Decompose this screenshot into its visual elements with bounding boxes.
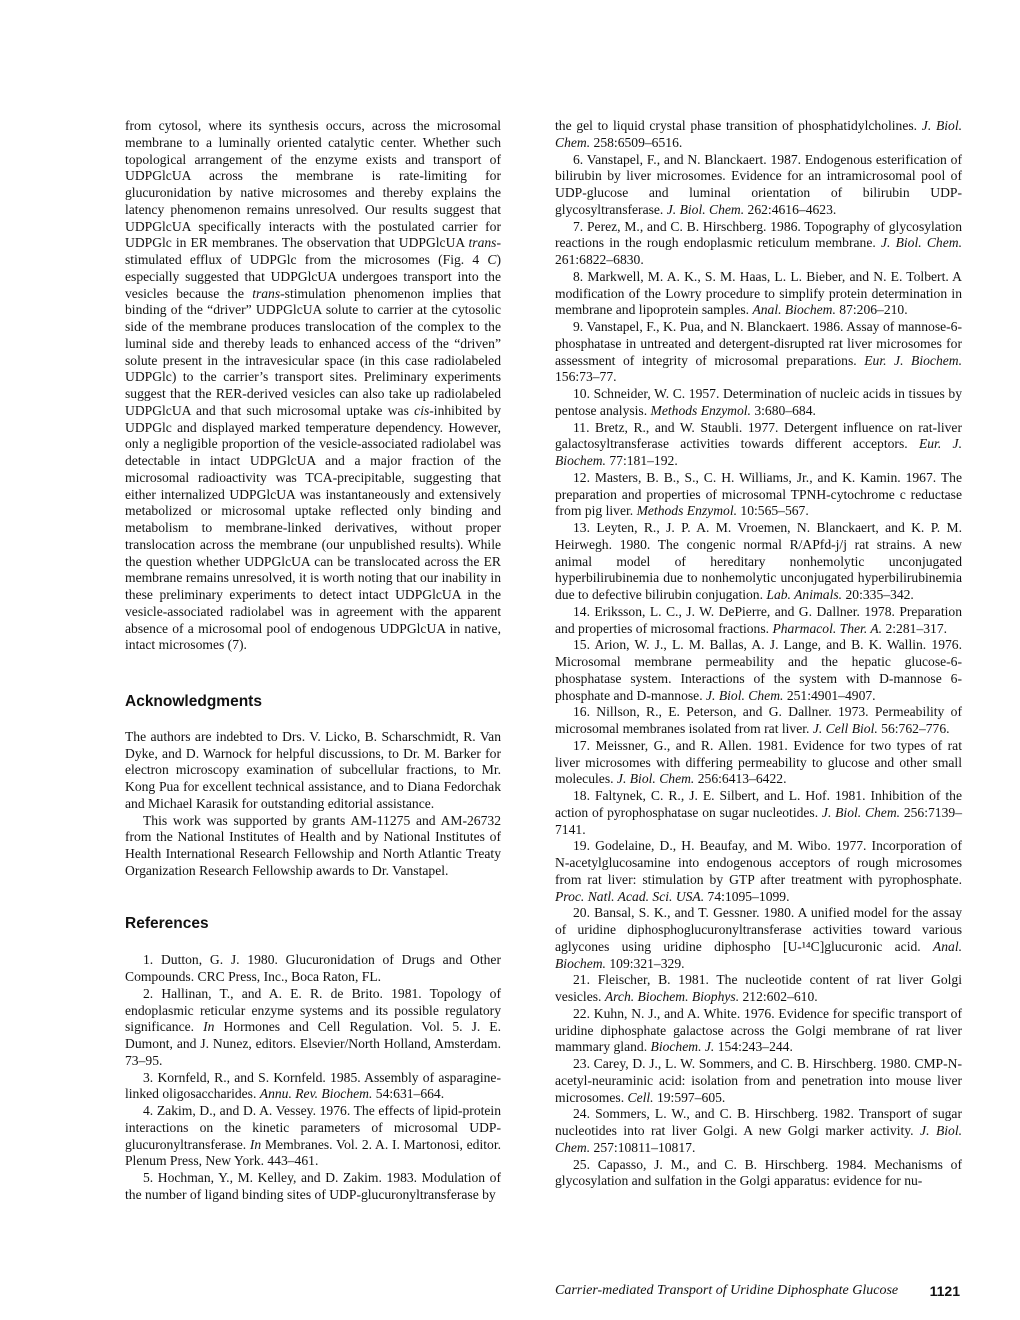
text-run: 10. Schneider, W. C. 1957. Determination of nucleic acids in tissues by pentose analysis.: [555, 386, 962, 418]
reference-item: [555, 520, 962, 604]
text-run: 262:4616–4623.: [744, 201, 837, 217]
text-run: 8. Markwell, M. A. K., S. M. Haas, L. L. Bieber, and N. E. Tolbert. A modification of the Lowry procedure to simplify protein determination in membrane and lipoprotein samples.: [555, 268, 962, 318]
reference-item: [555, 1006, 962, 1056]
text-run: 20. Bansal, S. K., and T. Gessner. 1980. A unified model for the assay of uridine diphosphoglucuronyltransferase activities toward various aglycones using uridine diphospho [U-¹⁴C]glucuronic acid.: [555, 905, 962, 954]
text-run: ) especially suggested that UDPGlcUA undergoes transport into the vesicles because the: [125, 252, 501, 301]
text-run: 19:597–605.: [653, 1089, 726, 1105]
text-run: 22. Kuhn, N. J., and A. White. 1976. Evidence for specific transport of uridine diphosphate galactose across the Golgi membrane of rat liver mammary gland.: [555, 1005, 962, 1055]
text-run: -stimulated efflux of UDPGlc from the microsomes (Fig. 4: [125, 235, 501, 267]
italic-text: Lab. Animals.: [766, 587, 843, 602]
italic-text: J. Biol. Chem.: [616, 771, 695, 787]
reference-item: [555, 972, 962, 1006]
text-run: 3:680–684.: [750, 402, 816, 418]
text-run: 18. Faltynek, C. R., J. E. Silbert, and L. Hof. 1981. Inhibition of the action of pyrophosphatase on sugar nucleotides.: [555, 788, 962, 820]
text-run: 2:281–317.: [882, 620, 948, 636]
italic-text: Annu. Rev. Biochem.: [259, 1086, 373, 1102]
italic-text: In: [249, 1136, 262, 1152]
text-run: 17. Meissner, G., and R. Allen. 1981. Evidence for two types of rat liver microsomes with differing permeability to glucose and other small molecules.: [555, 737, 962, 787]
reference-item: [555, 1056, 962, 1106]
text-run: 14. Eriksson, L. C., J. W. DePierre, and G. Dallner. 1978. Preparation and properties of microsomal fractions.: [555, 603, 962, 636]
reference-item: [125, 1070, 501, 1104]
text-run: -inhibited by UDPGlc and displayed marked temperature dependency. However, only a negligible proportion of the vesicle-associated radiolabel was detectable in intact UDPGlcUA and a major fraction of the microsomal radioactivity was TCA-precipitable, suggesting that either internalized UDPGlcUA was instantaneously and extensively metabolized or microsomal uptake reflected only binding and metabolism to membrane-linked derivatives, without proper translocation across the membrane (our unpublished results). While the question whether UDPGlcUA can be translocated across the ER membrane remains unresolved, it is worth noting that our inability in these preliminary experiments to detect intact UDPGlcUA in the vesicle-associated radiolabel was in agreement with the apparent absence of a microsomal pool of endogenous UDPGlcUA in native, intact microsomes (7).: [125, 402, 501, 653]
reference-item: [555, 152, 962, 219]
paragraph: [125, 729, 501, 813]
acknowledgments-heading: Acknowledgments: [125, 693, 262, 710]
reference-item: [555, 788, 962, 838]
text-run: 54:631–664.: [372, 1086, 445, 1102]
italic-text: J. Cell Biol.: [812, 721, 878, 736]
reference-item: [125, 986, 501, 1070]
reference-item: [555, 604, 962, 638]
italic-text: J. Biol. Chem.: [555, 1123, 962, 1155]
italic-text: Pharmacol. Ther. A.: [772, 620, 883, 636]
reference-continuation: [555, 118, 962, 152]
text-run: 23. Carey, D. J., L. W. Sommers, and C. B. Hirschberg. 1980. CMP-N-acetyl-neuraminic acid: isolation from and penetration into mouse liver microsomes.: [555, 1056, 962, 1105]
reference-item: [555, 905, 962, 972]
body-text: [125, 118, 501, 654]
text-run: 19. Godelaine, D., H. Beaufay, and M. Wibo. 1977. Incorporation of N-acetylglucosamine into endogenous acceptors of rough microsomes from rat liver: stimulation by GTP after treatment with pyrophosphate.: [555, 838, 962, 887]
text-run: 7. Perez, M., and C. B. Hirschberg. 1986. Topography of glycosylation reactions in the rough endoplasmic reticulum membrane.: [555, 218, 962, 251]
reference-item: [125, 952, 501, 986]
italic-text: C: [487, 252, 497, 267]
text-run: 13. Leyten, R., J. P. A. M. Vroemen, N. Blanckaert, and K. P. M. Heirwegh. 1980. The congenic normal R/APfd-j/j rat strains. A new animal model of hereditary nonhemolytic unconjugated hyperbilirubinemia due to nonhemolytic unconjugated hyperbilirubinemia due to defective bilirubin conjugation.: [555, 520, 962, 602]
right-column: [555, 118, 962, 1190]
text-run: 6. Vanstapel, F., and N. Blanckaert. 1987. Endogenous esterification of bilirubin by liver microsomes. Evidence for an intramicrosomal pool of UDP-glucose and luminal orientation of bilirubin UDP-glycosyltransferase.: [555, 151, 962, 217]
text-run: 12. Masters, B. B., S., C. H. Williams, Jr., and K. Kamin. 1967. The preparation and properties of microsomal TPNH-cytochrome c reductase from pig liver.: [555, 469, 962, 519]
text-run: 9. Vanstapel, F., K. Pua, and N. Blanckaert. 1986. Assay of mannose-6-phosphatase in untreated and detergent-disrupted rat liver microsomes for assessment of integrity of microsomal preparations.: [555, 319, 962, 368]
text-run: 154:243–244.: [714, 1039, 793, 1055]
reference-item: [555, 386, 962, 420]
italic-text: Anal. Biochem.: [752, 302, 836, 318]
reference-item: [555, 637, 962, 704]
text-run: 3. Kornfeld, R., and S. Kornfeld. 1985. Assembly of asparagine-linked oligosaccharides.: [125, 1069, 501, 1102]
text-run: 24. Sommers, L. W., and C. B. Hirschberg. 1982. Transport of sugar nucleotides into rat liver Golgi. A new Golgi marker activity.: [555, 1106, 962, 1138]
italic-text: trans: [252, 285, 281, 301]
references-list-right: [555, 152, 962, 1191]
text-run: 21. Fleischer, B. 1981. The nucleotide content of rat liver Golgi vesicles.: [555, 972, 962, 1004]
text-run: 10:565–567.: [737, 503, 809, 519]
italic-text: J. Biol. Chem.: [706, 687, 784, 703]
italic-text: Anal. Biochem.: [555, 938, 962, 971]
paragraph: [125, 118, 501, 654]
italic-text: Cell.: [627, 1089, 654, 1105]
paragraph: [125, 813, 501, 880]
text-run: The authors are indebted to Drs. V. Licko, B. Scharschmidt, R. Van Dyke, and D. Warnock for helpful discussions, to Dr. M. Barker for electron microscopy examination of subcellular fractions, to Mr. Kong Pua for excellent technical assistance, and to Diana Fedorchak and Michael Karasik for outstanding editorial assistance.: [125, 728, 501, 811]
text-run: 4. Zakim, D., and D. A. Vessey. 1976. The effects of lipid-protein interactions on the kinetic parameters of microsomal UDP-glucuronyltransferase.: [125, 1103, 501, 1152]
italic-text: Methods Enzymol.: [650, 402, 751, 418]
text-run: 212:602–610.: [739, 989, 818, 1004]
text-run: from cytosol, where its synthesis occurs, across the microsomal membrane to a luminally oriented catalytic center. Whether such topological arrangement of the enzyme exists and transport of UDPGlcUA across the membrane is rate-limiting for glucuronidation by native microsomes and thereby explains the latency phenomenon remains unresolved. Our results suggest that UDPGlcUA specifically interacts with the postulated carrier for UDPGlc in ER membranes. The observation that UDPGlcUA: [125, 118, 501, 251]
italic-text: cis: [414, 402, 430, 418]
text-run: -stimulation phenomenon implies that binding of the “driver” UDPGlcUA solute to carrier at the cytosolic side of the membrane produces translocation of the complex to the luminal side and thereby leads to enhanced access of the “driven” solute present in the intravesicular space (in this case radiolabeled UDPGlc) to the carrier’s transport sites. Preliminary experiments suggest that the RER-derived vesicles can also take up radiolabeled UDPGlcUA and that such microsomal uptake was: [125, 285, 501, 418]
text-run: Hormones and Cell Regulation. Vol. 5. J. E. Dumont, and J. Nunez, editors. Elsevier/North Holland, Amsterdam. 73–95.: [125, 1019, 501, 1068]
text-run: 16. Nillson, R., E. Peterson, and G. Dallner. 1973. Permeability of microsomal membranes isolated from rat liver.: [555, 704, 962, 736]
left-column: [125, 118, 501, 1204]
references-heading: References: [125, 914, 209, 932]
text-run: the gel to liquid crystal phase transition of phosphatidylcholines.: [555, 118, 922, 133]
italic-text: J. Biol. Chem.: [666, 201, 745, 217]
text-run: Membranes. Vol. 2. A. I. Martonosi, editor. Plenum Press, New York. 443–461.: [125, 1136, 501, 1169]
text-run: 74:1095–1099.: [704, 888, 790, 904]
italic-text: Biochem. J.: [650, 1039, 715, 1055]
italic-text: Eur. J. Biochem.: [864, 352, 962, 368]
italic-text: Methods Enzymol.: [636, 503, 737, 519]
text-run: This work was supported by grants AM-11275 and AM-26732 from the National Institutes of Health and by National Institutes of Health International Research Fellowship and North Atlantic Treaty Organization Research Fellowship awards to Dr. Vanstapel.: [125, 812, 501, 878]
reference-item: [555, 838, 962, 905]
text-run: 1. Dutton, G. J. 1980. Glucuronidation of Drugs and Other Compounds. CRC Press, Inc., Boca Raton, FL.: [125, 952, 501, 984]
reference-item: [555, 1106, 962, 1156]
reference-item: [125, 1170, 501, 1204]
text-run: 256:7139–7141.: [555, 804, 962, 837]
italic-text: J. Biol. Chem.: [821, 804, 901, 820]
text-run: 256:6413–6422.: [694, 771, 787, 787]
text-run: 109:321–329.: [605, 955, 685, 971]
text-run: 87:206–210.: [835, 302, 908, 318]
text-run: 2. Hallinan, T., and A. E. R. de Brito. 1981. Topology of endoplasmic reticular enzyme systems and its possible regulatory significance.: [125, 985, 501, 1035]
running-title: Carrier-mediated Transport of Uridine Diphosphate Glucose: [555, 1283, 899, 1298]
reference-item: [555, 219, 962, 269]
text-run: 261:6822–6830.: [555, 252, 644, 267]
text-run: 25. Capasso, J. M., and C. B. Hirschberg. 1984. Mechanisms of glycosylation and sulfation in the Golgi apparatus: evidence for nu-: [555, 1156, 962, 1189]
text-run: 56:762–776.: [877, 721, 950, 736]
text-run: 258:6509–6516.: [590, 134, 683, 150]
reference-item: [555, 738, 962, 788]
text-run: 77:181–192.: [605, 453, 678, 468]
reference-item: [125, 1103, 501, 1170]
italic-text: J. Biol. Chem.: [880, 235, 962, 251]
text-run: 257:10811–10817.: [590, 1139, 696, 1155]
references-list-left: [125, 952, 501, 1203]
text-run: 11. Bretz, R., and W. Staubli. 1977. Detergent influence on rat-liver galactosyltransferase activities towards different acceptors.: [555, 419, 962, 452]
italic-text: J. Biol. Chem.: [555, 118, 963, 150]
text-run: 251:4901–4907.: [783, 687, 876, 703]
reference-item: [555, 269, 962, 319]
text-run: 5. Hochman, Y., M. Kelley, and D. Zakim. 1983. Modulation of the number of ligand binding sites of UDP-glucuronyltransferase by: [125, 1170, 501, 1202]
reference-item: [555, 1157, 962, 1191]
italic-text: In: [203, 1019, 215, 1035]
italic-text: Proc. Natl. Acad. Sci. USA.: [555, 888, 705, 904]
reference-item: [555, 420, 962, 470]
reference-item: [555, 319, 962, 386]
acknowledgments-text: [125, 729, 501, 880]
page-number: 1121: [929, 1283, 960, 1299]
page-footer: [555, 1283, 962, 1299]
reference-item: [555, 470, 962, 520]
text-run: 15. Arion, W. J., L. M. Ballas, A. J. Lange, and B. K. Wallin. 1976. Microsomal membrane permeability and the hepatic glucose-6-phosphatase system. Interactions of the system with D-mannose 6-phosphate and D-mannose.: [555, 637, 962, 703]
italic-text: trans: [468, 235, 497, 251]
italic-text: Eur. J. Biochem.: [555, 436, 962, 468]
text-run: 156:73–77.: [555, 369, 617, 385]
text-run: 20:335–342.: [842, 587, 914, 602]
reference-item: [555, 704, 962, 738]
italic-text: Arch. Biochem. Biophys.: [604, 989, 740, 1004]
